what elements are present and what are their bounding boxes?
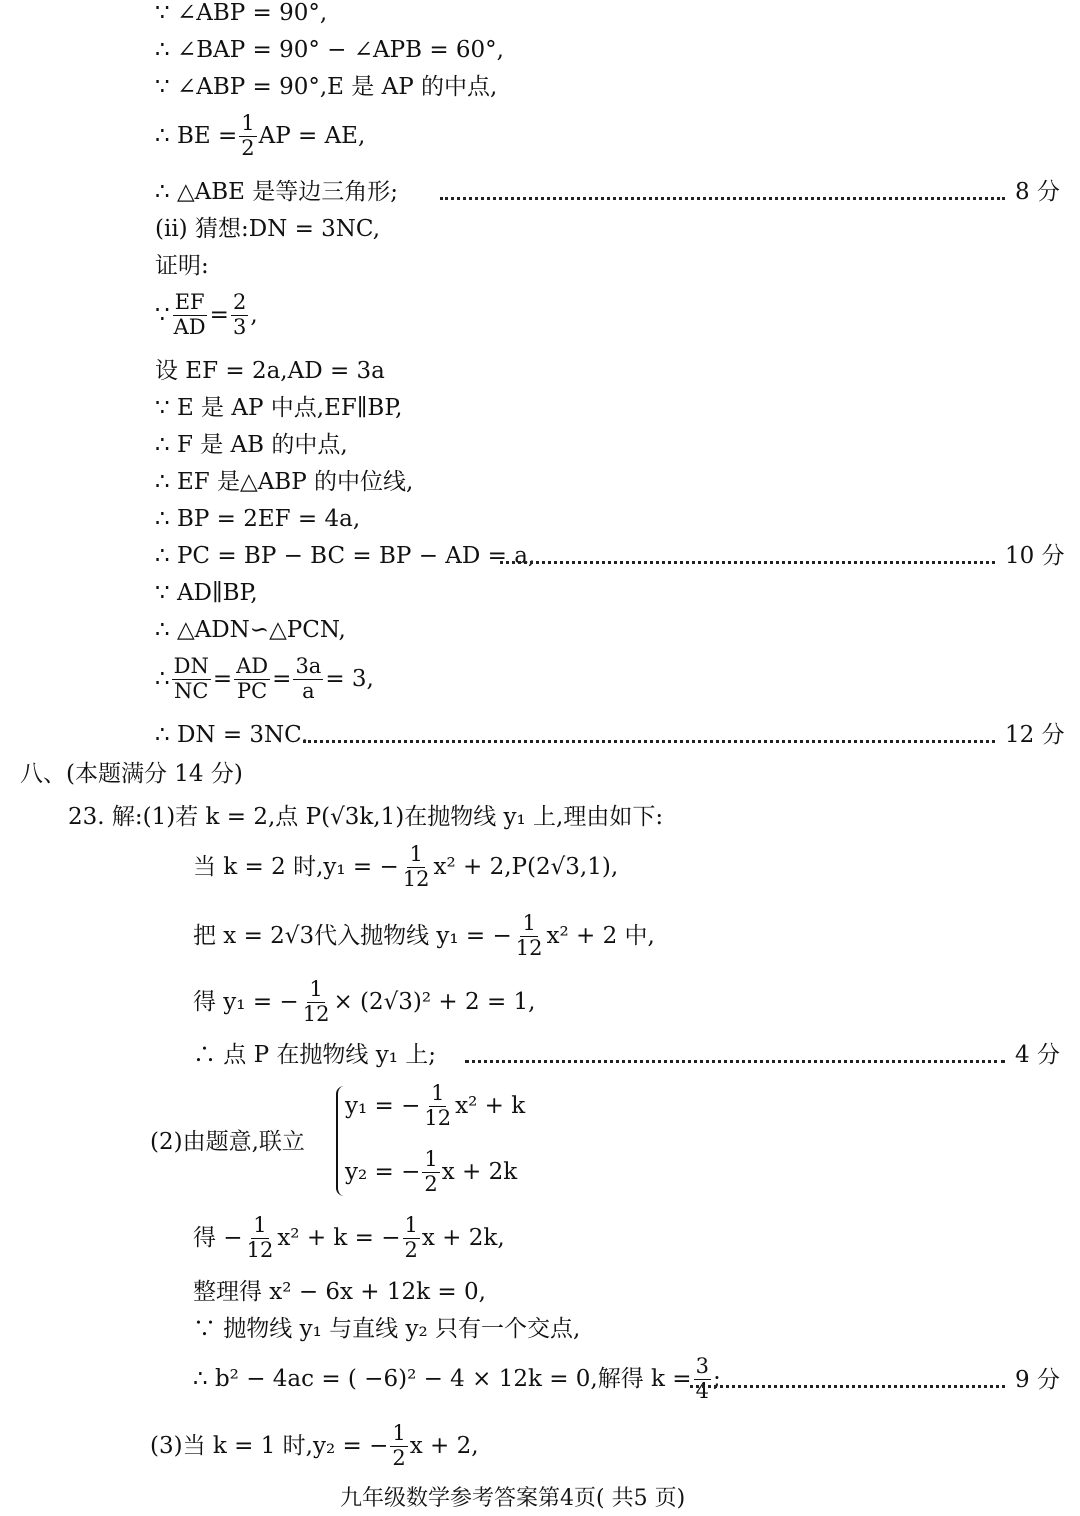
proof-line: ∵ AD∥BP, — [155, 580, 258, 606]
proof-line: 证明: — [155, 253, 209, 279]
dot-leader — [690, 1385, 1005, 1388]
fraction: $\frac{1}{12}$ — [424, 1081, 452, 1130]
proof-line: ∴ BE = $\frac{1}{2}$ AP = AE, — [155, 111, 366, 160]
problem-statement: 23. 解:(1)若 k = 2,点 P(√3k,1)在抛物线 y₁ 上,理由如下: — [68, 804, 664, 830]
page-footer: 九年级数学参考答案第4页( 共5 页) — [340, 1486, 686, 1511]
fraction: $\frac{3a}{a}$ — [295, 654, 322, 703]
fraction: $\frac{EF}{AD}$ — [173, 290, 206, 339]
proof-line: ∴ PC = BP − BC = BP − AD = a, — [155, 543, 536, 569]
proof-line: ∵ ∠ABP = 90°,E 是 AP 的中点, — [155, 74, 498, 100]
fraction: $\frac{1}{12}$ — [246, 1213, 274, 1262]
fraction: $\frac{1}{12}$ — [515, 911, 543, 960]
dot-leader — [303, 740, 995, 743]
proof-line: ∵ ∠ABP = 90°, — [155, 0, 328, 26]
solution-line: ∴ b² − 4ac = ( −6)² − 4 × 12k = 0,解得 k = $\frac{3}{4}$ ; — [193, 1354, 721, 1403]
fraction: $\frac{2}{3}$ — [232, 290, 247, 339]
proof-line: ∴ DN = 3NC. — [155, 722, 309, 748]
fraction: $\frac{1}{2}$ — [404, 1213, 418, 1262]
proof-line: ∴ EF 是△ABP 的中位线, — [155, 469, 414, 495]
proof-line: 设 EF = 2a,AD = 3a — [155, 358, 385, 384]
score-label: 12 分 — [1005, 722, 1065, 748]
solution-line: 把 x = 2√3代入抛物线 y₁ = − $\frac{1}{12}$ x² + 2 中, — [193, 911, 655, 960]
solution-line: 整理得 x² − 6x + 12k = 0, — [193, 1279, 486, 1305]
solution-line: ∵ 抛物线 y₁ 与直线 y₂ 只有一个交点, — [193, 1316, 581, 1342]
fraction: $\frac{1}{12}$ — [302, 977, 330, 1026]
proof-line: (ⅱ) 猜想:DN = 3NC, — [155, 216, 381, 242]
score-label: 9 分 — [1015, 1367, 1060, 1393]
dot-leader — [500, 561, 995, 564]
solution-line: 当 k = 2 时,y₁ = − $\frac{1}{12}$ x² + 2,P(2√3,1), — [193, 842, 619, 891]
fraction: $\frac{1}{2}$ — [424, 1147, 438, 1196]
equation-line: y₂ = − $\frac{1}{2}$ x + 2k — [345, 1147, 518, 1196]
score-label: 10 分 — [1005, 543, 1065, 569]
fraction: $\frac{1}{2}$ — [392, 1421, 406, 1470]
proof-line: ∴ △ABE 是等边三角形; — [155, 179, 398, 205]
proof-line: ∵ E 是 AP 中点,EF∥BP, — [155, 395, 403, 421]
proof-line: ∴ F 是 AB 的中点, — [155, 432, 348, 458]
proof-line: ∴ △ADN∽△PCN, — [155, 617, 346, 643]
solution-line: (2)由题意,联立 — [150, 1129, 305, 1155]
solution-line: 得 y₁ = − $\frac{1}{12}$ × (2√3)² + 2 = 1, — [193, 977, 536, 1026]
solution-line: 得 − $\frac{1}{12}$ x² + k = − $\frac{1}{2}$ x + 2k, — [193, 1213, 505, 1262]
score-label: 8 分 — [1015, 179, 1060, 205]
score-label: 4 分 — [1015, 1042, 1060, 1068]
proof-line: ∴ BP = 2EF = 4a, — [155, 506, 361, 532]
fraction: $\frac{1}{12}$ — [402, 842, 430, 891]
dot-leader — [440, 197, 1005, 200]
solution-line: (3)当 k = 1 时,y₂ = − $\frac{1}{2}$ x + 2, — [150, 1421, 479, 1470]
solution-line: ∴ 点 P 在抛物线 y₁ 上; — [193, 1042, 436, 1068]
proof-line: ∴ ∠BAP = 90° − ∠APB = 60°, — [155, 37, 504, 63]
fraction: $\frac{DN}{NC}$ — [173, 654, 209, 703]
fraction: $\frac{AD}{PC}$ — [236, 654, 269, 703]
section-heading: 八、(本题满分 14 分) — [20, 761, 243, 787]
proof-line: ∴ $\frac{DN}{NC}$ = $\frac{AD}{PC}$ = $\frac{3a}{a}$ = 3, — [155, 654, 374, 703]
fraction: $\frac{1}{2}$ — [241, 111, 255, 160]
equation-line: y₁ = − $\frac{1}{12}$ x² + k — [345, 1081, 526, 1130]
dot-leader — [465, 1060, 1005, 1063]
fraction: $\frac{3}{4}$ — [695, 1354, 709, 1403]
proof-line: ∵ $\frac{EF}{AD}$ = $\frac{2}{3}$ , — [155, 290, 258, 339]
